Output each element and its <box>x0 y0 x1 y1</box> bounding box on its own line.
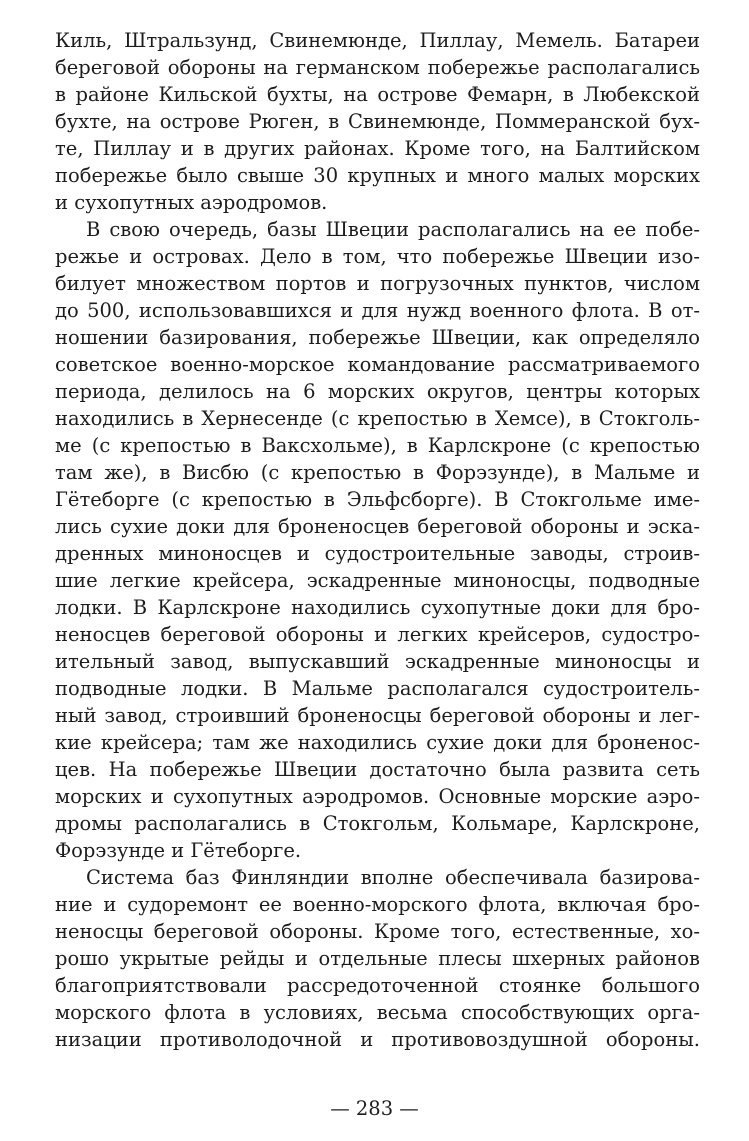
text-line: побережье было свыше 30 крупных и много малых морских <box>55 164 700 187</box>
text-line: лись сухие доки для броненосцев береговой обороны и эска- <box>55 515 700 538</box>
text-line: лодки. В Карлскроне находились сухопутные доки для бро- <box>55 596 700 619</box>
text-line: благоприятствовали рассредоточенной стоянке большого <box>55 974 700 997</box>
text-line: те, Пиллау и в других районах. Кроме того, на Балтийском <box>55 137 700 160</box>
text-line: периода, делилось на 6 морских округов, центры которых <box>55 380 700 403</box>
page-number: — 283 — <box>330 1097 419 1120</box>
text-line: цев. На побережье Швеции достаточно была развита сеть <box>55 758 700 781</box>
text-line: находились в Хернесенде (с крепостью в Хемсе), в Стокголь- <box>55 407 700 430</box>
text-line: В свою очередь, базы Швеции располагались на ее побе- <box>86 218 700 241</box>
text-line: неносцев береговой обороны и легких крейсеров, судостро- <box>55 623 700 646</box>
text-line: режье и островах. Дело в том, что побережье Швеции изо- <box>55 245 700 268</box>
text-line: дромы располагались в Стокгольм, Кольмаре, Карлскроне, <box>55 812 700 835</box>
text-line: в районе Кильской бухты, на острове Фемарн, в Любекской <box>55 83 700 106</box>
text-line: Гётеборге (с крепостью в Эльфсборге). В Стокгольме име- <box>55 488 700 511</box>
text-line: подводные лодки. В Мальме располагался судостроитель- <box>55 677 700 700</box>
text-line: Система баз Финляндии вполне обеспечивала базирова- <box>86 866 700 889</box>
text-line: Форэзунде и Гётеборге. <box>55 839 302 862</box>
text-line: до 500, использовавшихся и для нужд военного флота. В от- <box>55 299 700 322</box>
text-line: дренных миноносцев и судостроительные заводы, строив- <box>55 542 700 565</box>
text-line: ношении базирования, побережье Швеции, как определяло <box>55 326 700 349</box>
text-line: неносцы береговой обороны. Кроме того, естественные, хо- <box>55 920 700 943</box>
text-line: билует множеством портов и погрузочных пунктов, числом <box>55 272 700 295</box>
text-line: морских и сухопутных аэродромов. Основные морские аэро- <box>55 785 700 808</box>
text-line: кие крейсера; там же находились сухие доки для броненос- <box>55 731 700 754</box>
text-line: береговой обороны на германском побережье располагались <box>55 56 700 79</box>
text-line: ме (с крепостью в Ваксхольме), в Карлскроне (с крепостью <box>55 434 700 457</box>
text-line: ительный завод, выпускавший эскадренные миноносцы и <box>55 650 700 673</box>
text-line: там же), в Висбю (с крепостью в Форэзунде), в Мальме и <box>55 461 700 484</box>
text-line: морского флота в условиях, весьма способствующих орга- <box>55 1001 700 1024</box>
text-line: рошо укрытые рейды и отдельные плесы шхерных районов <box>55 947 700 970</box>
text-line: низации противолодочной и противовоздушной обороны. <box>55 1028 700 1051</box>
text-line: шие легкие крейсера, эскадренные миноносцы, подводные <box>55 569 700 592</box>
text-line: советское военно-морское командование рассматриваемого <box>55 353 700 376</box>
text-line: ный завод, строивший броненосцы береговой обороны и лег- <box>55 704 700 727</box>
text-line: Киль, Штральзунд, Свинемюнде, Пиллау, Мемель. Батареи <box>55 29 700 52</box>
text-line: ние и судоремонт ее военно-морского флота, включая бро- <box>55 893 700 916</box>
text-line: бухте, на острове Рюген, в Свинемюнде, Поммеранской бух- <box>55 110 700 133</box>
text-line: и сухопутных аэродромов. <box>55 191 328 214</box>
